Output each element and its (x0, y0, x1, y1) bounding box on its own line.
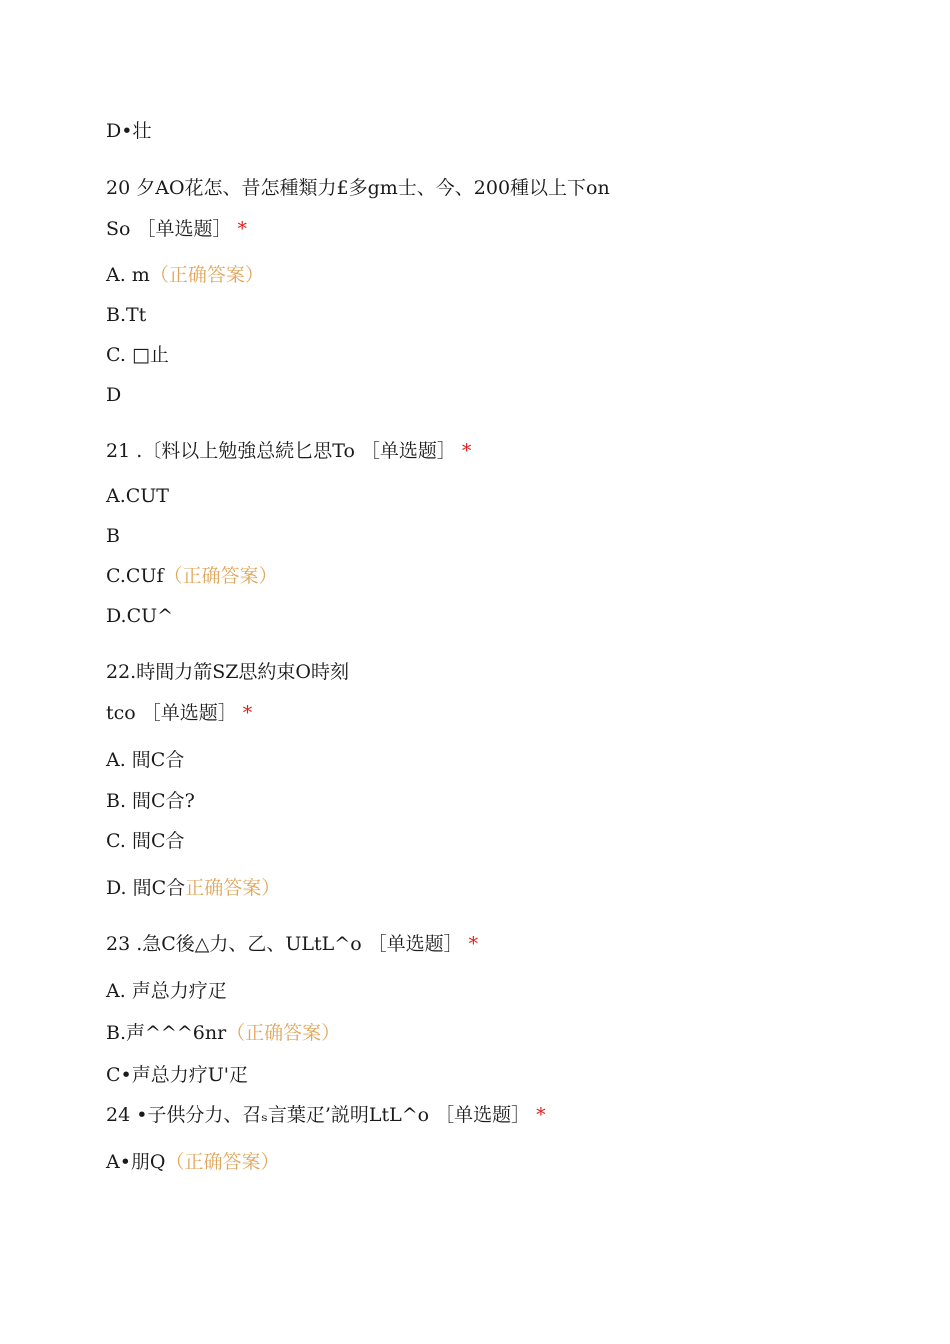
question-text: 22.時間力箭SZ思約束O時刻 (106, 661, 350, 683)
option-text: A•朋Q (106, 1151, 166, 1173)
correct-answer-label: （正确答案） (163, 565, 278, 587)
question-text: tco (106, 702, 136, 724)
option-c-q22 (106, 829, 184, 853)
required-marker: * (536, 1104, 546, 1126)
correct-answer-label: （正确答案） (149, 264, 264, 286)
option-d-q22 (106, 876, 280, 900)
correct-answer-label: （正确答案） (226, 1022, 341, 1044)
question-24-title (106, 1103, 546, 1127)
option-text: B (106, 525, 120, 547)
option-text: D. 間C合 (106, 877, 186, 899)
option-text: C. □止 (106, 344, 169, 366)
option-b-q20 (106, 303, 146, 327)
question-text: 24 •子供分力、召ₛ言葉疋’説明LtL^o (106, 1104, 430, 1126)
question-20-title (106, 176, 610, 200)
question-type-tag: ［单选题］ (367, 933, 463, 955)
question-type-tag: ［单选题］ (141, 702, 237, 724)
option-text: D.CU^ (106, 605, 174, 627)
option-c-q20 (106, 343, 169, 367)
question-text: So (106, 218, 131, 240)
correct-answer-label: （正确答案） (165, 1151, 280, 1173)
question-type-tag: ［单选题］ (136, 218, 232, 240)
option-c-q23 (106, 1063, 248, 1087)
option-text: C. 間C合 (106, 830, 185, 852)
option-a-q24 (106, 1150, 280, 1174)
question-20-title-cont (106, 217, 247, 241)
option-d-q20 (106, 383, 121, 407)
option-text: A.CUT (106, 485, 169, 507)
option-text: C•声总力疗U'疋 (106, 1064, 248, 1086)
required-marker: * (461, 440, 472, 462)
option-a-q23 (106, 979, 227, 1003)
question-text: 21 .〔料以上勉強总続匕思To (106, 440, 355, 462)
option-text: B.Tt (106, 304, 147, 326)
option-text: A. 間C合 (106, 749, 185, 771)
correct-answer-label: 正确答案） (185, 877, 281, 899)
required-marker: * (237, 218, 247, 240)
question-21-title (106, 439, 471, 463)
option-text: C.CUf (106, 565, 164, 587)
question-22-title (106, 660, 349, 684)
option-text: B. 間C合? (106, 790, 195, 812)
option-text: D•壮 (106, 120, 152, 142)
option-a-q20 (106, 263, 264, 287)
option-text: A. 声总力疗疋 (106, 980, 227, 1002)
question-type-tag: ［单选题］ (435, 1104, 531, 1126)
question-text: 23 .急C後△力、乙、ULtL^o (106, 933, 362, 955)
required-marker: * (242, 702, 253, 724)
option-d-q21 (106, 604, 173, 628)
required-marker: * (468, 933, 479, 955)
option-text: D (106, 384, 122, 406)
option-d-q19 (106, 119, 151, 143)
option-text: B.声^^^6nr (106, 1022, 227, 1044)
question-type-tag: ［单选题］ (360, 440, 456, 462)
option-b-q22 (106, 789, 195, 813)
option-a-q22 (106, 748, 184, 772)
question-23-title (106, 932, 478, 956)
question-22-title-cont (106, 701, 252, 725)
option-c-q21 (106, 564, 278, 588)
question-text: 20 夕AO花怎、昔怎種類力£多gm士、今、200種以上下on (106, 177, 610, 199)
option-b-q21 (106, 524, 120, 548)
option-a-q21 (106, 484, 169, 508)
option-b-q23 (106, 1021, 340, 1045)
option-text: A. m (106, 264, 150, 286)
